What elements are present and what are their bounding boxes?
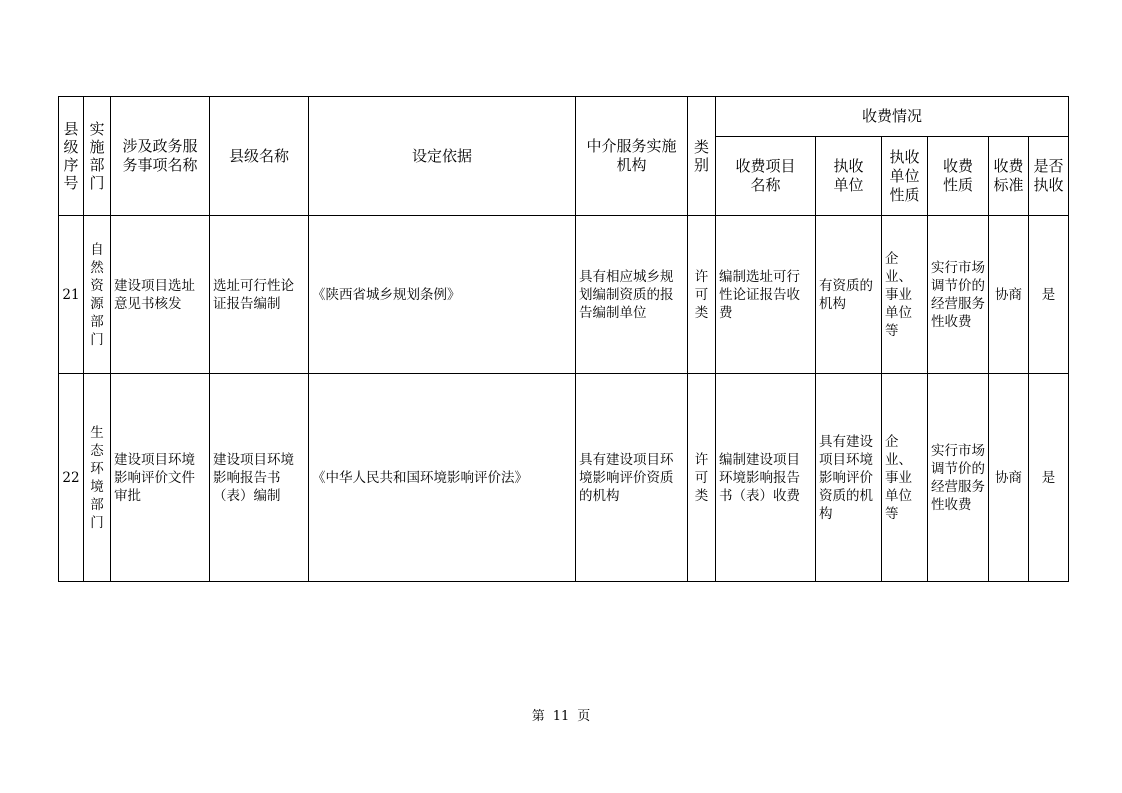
- header-type: 类别: [688, 97, 716, 216]
- cell-item: 建设项目选址意见书核发: [111, 216, 210, 374]
- header-row-top: [59, 97, 1069, 137]
- header-agency: 中介服务实施机构: [576, 97, 688, 216]
- cell-fee-nature: 实行市场调节价的经营服务性收费: [928, 216, 989, 374]
- cell-dept: 生态环境部门: [84, 374, 111, 582]
- table-row: [59, 216, 1069, 374]
- cell-item: 建设项目环境影响评价文件审批: [111, 374, 210, 582]
- cell-collected: 是: [1029, 374, 1069, 582]
- cell-unit-nature: 企业、事业单位等: [882, 216, 928, 374]
- cell-agency: 具有建设项目环境影响评价资质的机构: [576, 374, 688, 582]
- cell-fee-standard: 协商: [989, 216, 1029, 374]
- header-dept: 实施部门: [84, 97, 111, 216]
- cell-fee-nature: 实行市场调节价的经营服务性收费: [928, 374, 989, 582]
- header-collected: 是否执收: [1029, 137, 1069, 216]
- cell-fee-item: 编制建设项目环境影响报告书（表）收费: [716, 374, 816, 582]
- cell-basis: 《陕西省城乡规划条例》: [309, 216, 576, 374]
- cell-type: 许可类: [688, 216, 716, 374]
- cell-dept: 自然资源部门: [84, 216, 111, 374]
- header-basis: 设定依据: [309, 97, 576, 216]
- cell-fee-standard: 协商: [989, 374, 1029, 582]
- header-county-name: 县级名称: [210, 97, 309, 216]
- cell-county-name: 选址可行性论证报告编制: [210, 216, 309, 374]
- header-fee-group: 收费情况: [716, 97, 1069, 137]
- cell-county-name: 建设项目环境影响报告书（表）编制: [210, 374, 309, 582]
- header-fee-standard: 收费标准: [989, 137, 1029, 216]
- cell-agency: 具有相应城乡规划编制资质的报告编制单位: [576, 216, 688, 374]
- header-fee-unit: 执收单位: [816, 137, 882, 216]
- cell-seq: 21: [59, 216, 84, 374]
- cell-type: 许可类: [688, 374, 716, 582]
- cell-basis: 《中华人民共和国环境影响评价法》: [309, 374, 576, 582]
- cell-fee-unit: 具有建设项目环境影响评价资质的机构: [816, 374, 882, 582]
- header-seq: 县级序号: [59, 97, 84, 216]
- page-number: 11: [552, 709, 570, 724]
- page-prefix: 第: [531, 709, 545, 724]
- cell-collected: 是: [1029, 216, 1069, 374]
- header-item: 涉及政务服务事项名称: [111, 97, 210, 216]
- header-fee-nature: 收费性质: [928, 137, 989, 216]
- header-unit-nature: 执收单位性质: [882, 137, 928, 216]
- page-suffix: 页: [577, 709, 591, 724]
- cell-fee-unit: 有资质的机构: [816, 216, 882, 374]
- cell-seq: 22: [59, 374, 84, 582]
- cell-fee-item: 编制选址可行性论证报告收费: [716, 216, 816, 374]
- header-fee-item: 收费项目名称: [716, 137, 816, 216]
- cell-unit-nature: 企业、事业单位等: [882, 374, 928, 582]
- page-footer: [0, 705, 1122, 724]
- fee-table: [58, 96, 1069, 582]
- table-row: [59, 374, 1069, 582]
